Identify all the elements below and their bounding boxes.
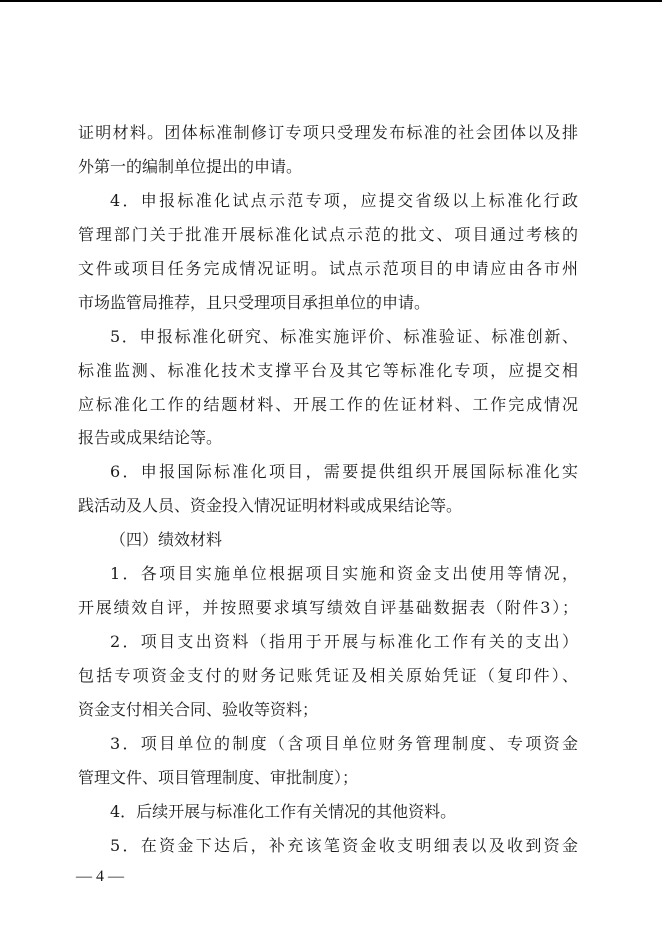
paragraph-line: 管理部门关于批准开展标准化试点示范的批文、项目通过考核的 (78, 224, 578, 244)
page-number: — 4 — (76, 868, 124, 885)
paragraph-line: 资金支付相关合同、验收等资料； (78, 699, 319, 719)
paragraph-line: 文件或项目任务完成情况证明。试点示范项目的申请应由各市州 (78, 258, 578, 278)
list-item-4-other-materials: 4．后续开展与标准化工作有关情况的其他资料。 (110, 801, 457, 821)
paragraph-line: 践活动及人员、资金投入情况证明材料或成果结论等。 (78, 496, 463, 516)
paragraph-line: 证明材料。团体标准制修订专项只受理发布标准的社会团体以及排 (78, 123, 578, 142)
paragraph-line: 市场监管局推荐，且只受理项目承担单位的申请。 (78, 292, 431, 312)
paragraph-line: 管理文件、项目管理制度、审批制度）； (78, 767, 359, 787)
page-top-border (0, 0, 662, 2)
paragraph-line: 开展绩效自评，并按照要求填写绩效自评基础数据表（附件3）； (78, 598, 578, 618)
document-body (78, 116, 578, 863)
list-item-4-pilot-demo: 4．申报标准化试点示范专项，应提交省级以上标准化行政 (110, 190, 578, 210)
list-item-3-regulations: 3．项目单位的制度（含项目单位财务管理制度、专项资金 (110, 733, 578, 753)
list-item-2-expenditure: 2．项目支出资料（指用于开展与标准化工作有关的支出） (110, 632, 578, 652)
list-item-6-international: 6．申报国际标准化项目，需要提供组织开展国际标准化实 (110, 462, 578, 482)
list-item-1-self-evaluation: 1．各项目实施单位根据项目实施和资金支出使用等情况， (110, 564, 578, 584)
paragraph-line: 报告或成果结论等。 (78, 428, 223, 448)
list-item-5-research: 5．申报标准化研究、标准实施评价、标准验证、标准创新、 (110, 326, 578, 346)
paragraph-line: 应标准化工作的结题材料、开展工作的佐证材料、工作完成情况 (78, 394, 578, 414)
paragraph-line: 包括专项资金支付的财务记账凭证及相关原始凭证（复印件）、 (78, 666, 578, 685)
list-item-5-fund-details: 5．在资金下达后，补充该笔资金收支明细表以及收到资金 (110, 835, 578, 855)
paragraph-line: 外第一的编制单位提出的申请。 (78, 156, 303, 176)
section-heading-performance-materials: （四）绩效材料 (110, 530, 223, 550)
paragraph-line: 标准监测、标准化技术支撑平台及其它等标准化专项，应提交相 (78, 360, 578, 380)
